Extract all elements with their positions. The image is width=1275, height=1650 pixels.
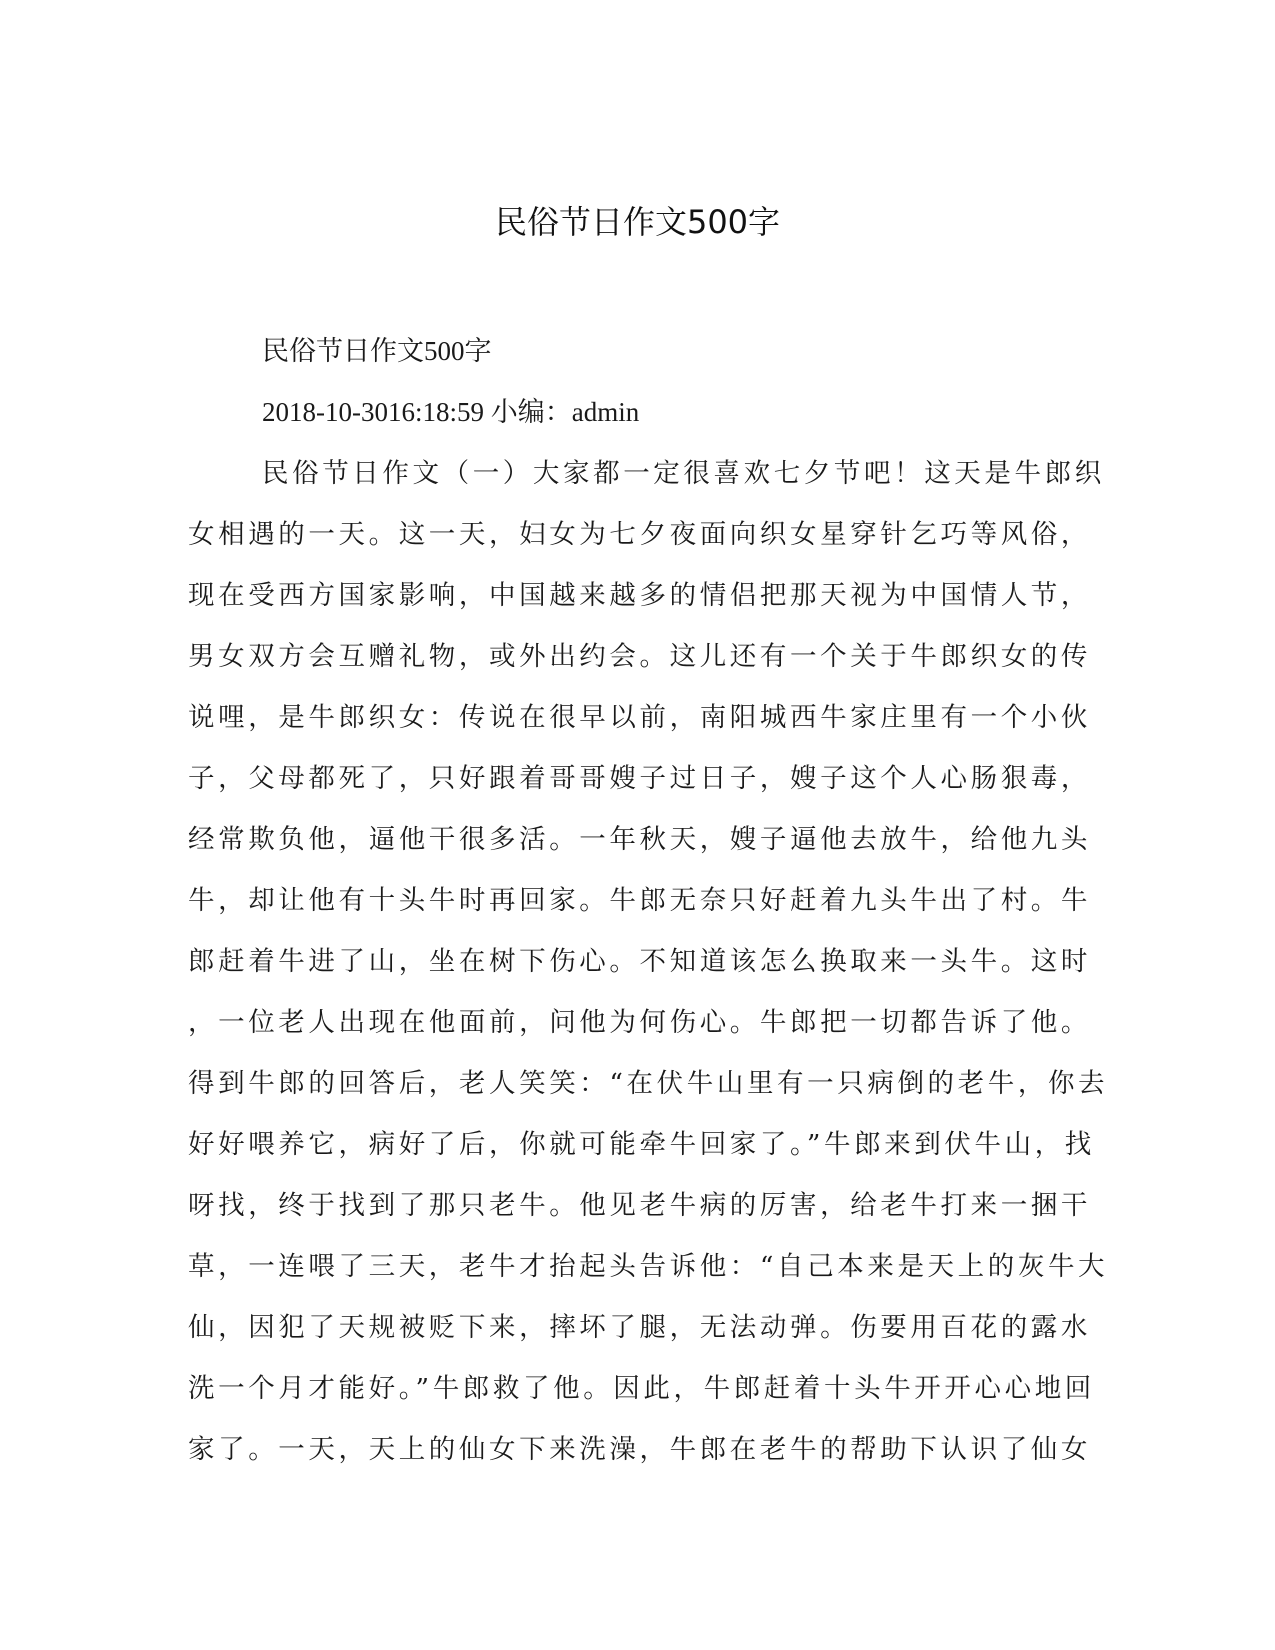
body-line: 洗一个月才能好。”牛郎救了他。因此，牛郎赶着十头牛开开心心地回 — [188, 1373, 1095, 1404]
body-line: 得到牛郎的回答后，老人笑笑：“在伏牛山里有一只病倒的老牛，你去 — [188, 1068, 1109, 1099]
body-line: 呀找，终于找到了那只老牛。他见老牛病的厉害，给老牛打来一捆干 — [188, 1190, 1091, 1221]
body-line: 说哩，是牛郎织女：传说在很早以前，南阳城西牛家庄里有一个小伙 — [188, 702, 1091, 733]
body-line: 经常欺负他，逼他干很多活。一年秋天，嫂子逼他去放牛，给他九头 — [188, 824, 1091, 855]
body-line: 郎赶着牛进了山，坐在树下伤心。不知道该怎么换取来一头牛。这时 — [188, 946, 1091, 977]
body-line: 好好喂养它，病好了后，你就可能牵牛回家了。”牛郎来到伏牛山，找 — [188, 1129, 1095, 1160]
body-line: 现在受西方国家影响，中国越来越多的情侣把那天视为中国情人节， — [188, 580, 1091, 611]
document-title: 民俗节日作文500字 — [494, 203, 781, 241]
body-line: 子，父母都死了，只好跟着哥哥嫂子过日子，嫂子这个人心肠狠毒， — [188, 763, 1091, 794]
body-line: ，一位老人出现在他面前，问他为何伤心。牛郎把一切都告诉了他。 — [188, 1007, 1091, 1038]
body-line: 牛，却让他有十头牛时再回家。牛郎无奈只好赶着九头牛出了村。牛 — [188, 885, 1091, 916]
article-date-author: 2018-10-3016:18:59 小编：admin — [262, 397, 640, 427]
article-body — [188, 452, 1109, 1489]
body-line: 女相遇的一天。这一天，妇女为七夕夜面向织女星穿针乞巧等风俗， — [188, 519, 1091, 550]
body-line: 仙，因犯了天规被贬下来，摔坏了腿，无法动弹。伤要用百花的露水 — [188, 1312, 1091, 1343]
body-line: 草，一连喂了三天，老牛才抬起头告诉他：“自己本来是天上的灰牛大 — [188, 1251, 1109, 1282]
body-line: 民俗节日作文（一）大家都一定很喜欢七夕节吧！这天是牛郎织 — [262, 458, 1105, 489]
body-line: 家了。一天，天上的仙女下来洗澡，牛郎在老牛的帮助下认识了仙女 — [188, 1434, 1091, 1465]
article-subtitle: 民俗节日作文500字 — [262, 336, 492, 366]
body-line: 男女双方会互赠礼物，或外出约会。这儿还有一个关于牛郎织女的传 — [188, 641, 1091, 672]
